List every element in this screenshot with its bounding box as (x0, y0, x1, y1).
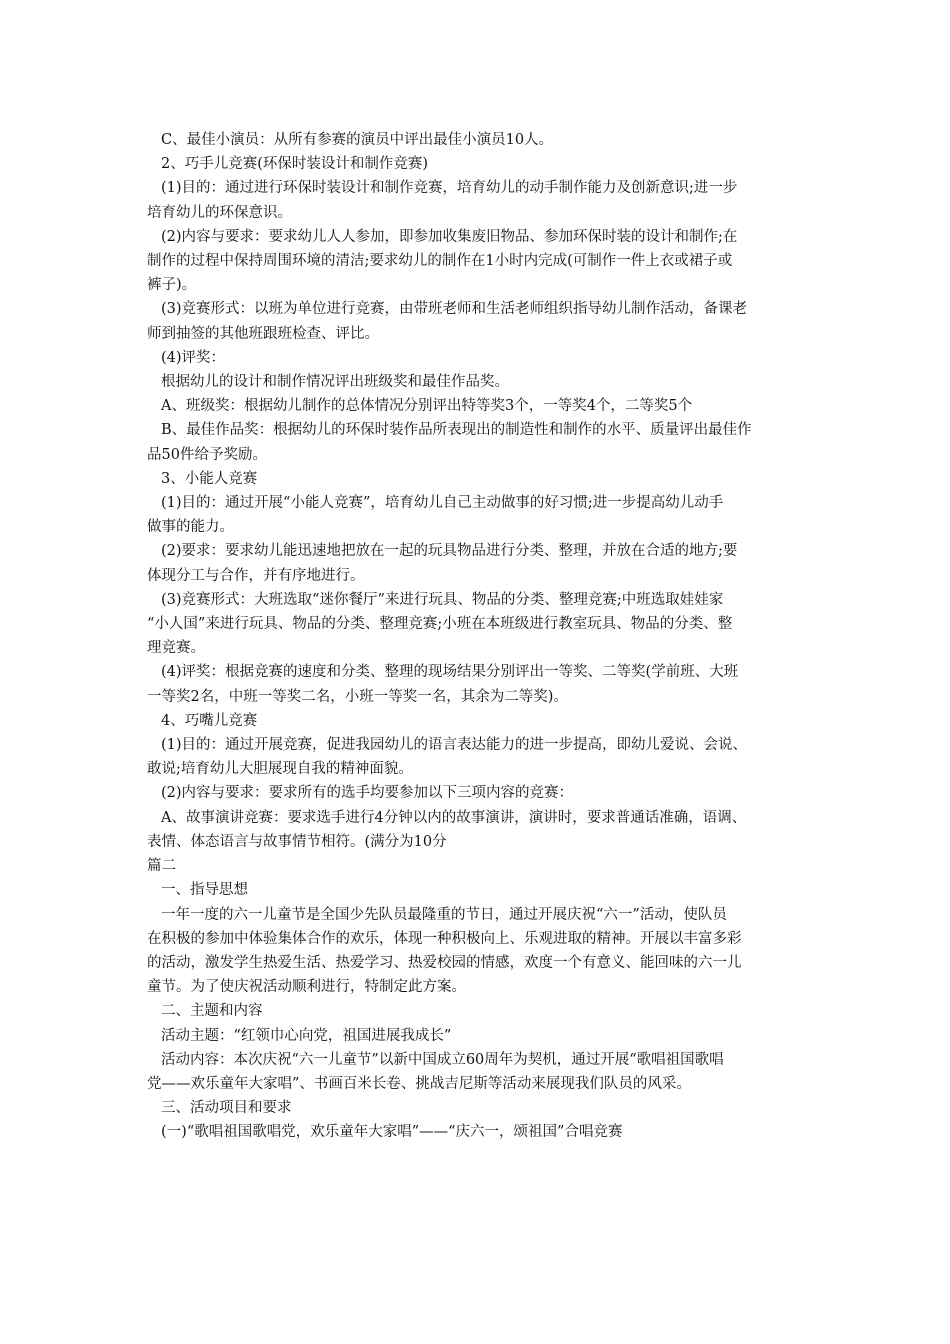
text-line-34: 在积极的参加中体验集体合作的欢乐，体现一种积极向上、乐观进取的精神。开展以丰富多彩 (147, 930, 742, 947)
text-line-17: 做事的能力。 (147, 519, 234, 536)
text-line-5: (2)内容与要求：要求幼儿人人参加，即参加收集废旧物品、参加环保时装的设计和制作;在 (161, 228, 738, 245)
text-line-36: 童节。为了使庆祝活动顺利进行，特制定此方案。 (147, 979, 466, 996)
text-line-4: 培育幼儿的环保意识。 (147, 204, 292, 221)
text-line-24: 一等奖2名，中班一等奖二名，小班一等奖一名，其余为二等奖)。 (147, 688, 568, 705)
activity-theme-line: 活动主题：“红领巾心向党，祖国进展我成长” (161, 1027, 452, 1044)
text-line-40: 党——欢乐童年大家唱”、书画百米长卷、挑战吉尼斯等活动来展现我们队员的风采。 (147, 1075, 691, 1092)
section-heading-2: 2、巧手儿竞赛(环保时装设计和制作竞赛) (161, 156, 429, 173)
text-line-29: A、故事演讲竞赛：要求选手进行4分钟以内的故事演讲，演讲时，要求普通话准确，语调、 (161, 809, 747, 826)
text-line-13: B、最佳作品奖：根据幼儿的环保时装作品所表现出的制造性和制作的水平、质量评出最佳作 (161, 422, 752, 439)
text-line-27: 敢说;培育幼儿大胆展现自我的精神面貌。 (147, 761, 413, 778)
text-line-16: (1)目的：通过开展“小能人竞赛”，培育幼儿自己主动做事的好习惯;进一步提高幼儿动手 (161, 495, 724, 512)
document-body (147, 128, 811, 1145)
text-line-22: 理竞赛。 (147, 640, 205, 657)
text-line-14: 品50件给予奖励。 (147, 446, 267, 463)
activity-items-heading: 三、活动项目和要求 (161, 1100, 292, 1117)
text-line-30: 表情、体态语言与故事情节相符。(满分为10分 (147, 833, 447, 850)
text-line-1: C、最佳小演员：从所有参赛的演员中评出最佳小演员10人。 (161, 132, 554, 148)
theme-content-heading: 二、主题和内容 (161, 1003, 263, 1020)
text-line-42: (一)“歌唱祖国歌唱党，欢乐童年大家唱”——“庆六一，颂祖国”合唱竞赛 (161, 1124, 623, 1141)
text-line-9: 师到抽签的其他班跟班检查、评比。 (147, 325, 379, 342)
text-line-35: 的活动，激发学生热爱生活、热爱学习、热爱校园的情感，欢度一个有意义、能回味的六一儿 (147, 954, 742, 971)
text-line-21: “小人国”来进行玩具、物品的分类、整理竞赛;小班在本班级进行教室玩具、物品的分类、整 (147, 616, 733, 633)
text-line-26: (1)目的：通过开展竞赛，促进我园幼儿的语言表达能力的进一步提高，即幼儿爱说、会说、 (161, 737, 748, 754)
guiding-ideology-heading: 一、指导思想 (161, 882, 248, 899)
text-line-18: (2)要求：要求幼儿能迅速地把放在一起的玩具物品进行分类、整理，并放在合适的地方;要 (161, 543, 738, 560)
text-line-19: 体现分工与合作，并有序地进行。 (147, 567, 365, 584)
section-heading-4: 4、巧嘴儿竞赛 (161, 712, 258, 729)
text-line-10: (4)评奖： (161, 349, 226, 366)
text-line-7: 裤子)。 (147, 277, 197, 294)
text-line-3: (1)目的：通过进行环保时装设计和制作竞赛，培育幼儿的动手制作能力及创新意识;进一步 (161, 180, 738, 197)
text-line-23: (4)评奖：根据竞赛的速度和分类、整理的现场结果分别评出一等奖、二等奖(学前班、大班 (161, 664, 739, 681)
text-line-11: 根据幼儿的设计和制作情况评出班级奖和最佳作品奖。 (161, 374, 509, 391)
text-line-33: 一年一度的六一儿童节是全国少先队员最隆重的节日，通过开展庆祝“六一”活动，使队员 (161, 906, 727, 923)
text-line-20: (3)竞赛形式：大班选取“迷你餐厅”来进行玩具、物品的分类、整理竞赛;中班选取娃娃家 (161, 591, 724, 608)
text-line-12: A、班级奖：根据幼儿制作的总体情况分别评出特等奖3个，一等奖4个，二等奖5个 (161, 398, 693, 415)
section-heading-3: 3、小能人竞赛 (161, 470, 258, 487)
text-line-6: 制作的过程中保持周围环境的清洁;要求幼儿的制作在1小时内完成(可制作一件上衣或裙子或 (147, 253, 733, 270)
text-line-8: (3)竞赛形式：以班为单位进行竞赛，由带班老师和生活老师组织指导幼儿制作活动，备课老 (161, 301, 748, 318)
activity-content-line: 活动内容：本次庆祝“六一儿童节”以新中国成立60周年为契机，通过开展“歌唱祖国歌唱 (161, 1051, 724, 1068)
text-line-28: (2)内容与要求：要求所有的选手均要参加以下三项内容的竞赛： (161, 785, 574, 802)
part-two-heading: 篇二 (147, 858, 176, 875)
